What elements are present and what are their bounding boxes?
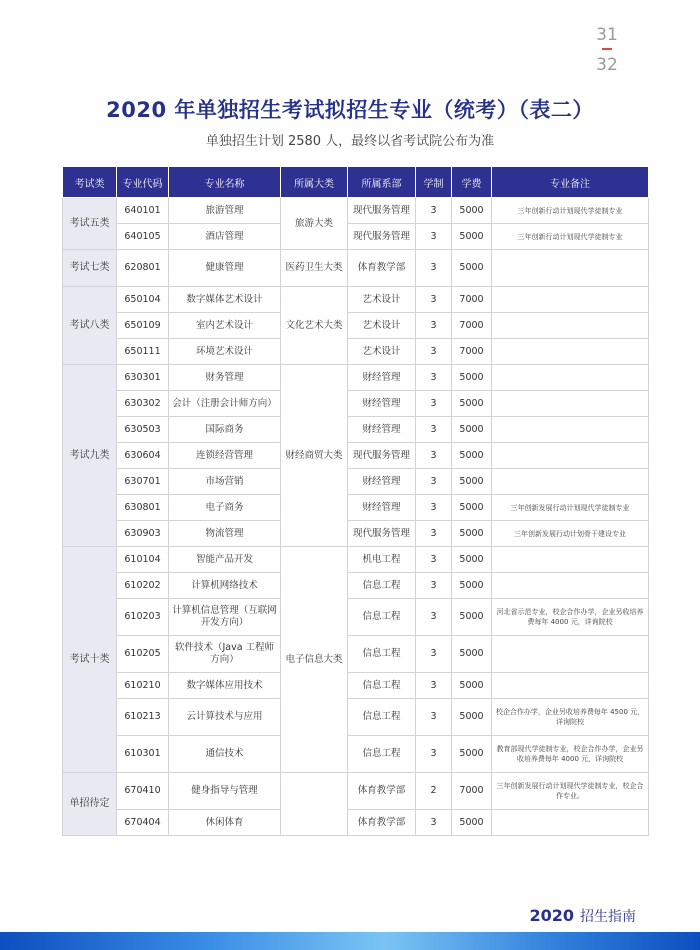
department: 体育教学部 (348, 810, 416, 836)
note (492, 339, 649, 365)
table-row (63, 198, 649, 224)
table-row (63, 365, 649, 391)
department: 艺术设计 (348, 287, 416, 313)
category-cell: 电子信息大类 (281, 547, 348, 773)
table-row (63, 521, 649, 547)
category-cell (281, 773, 348, 836)
note (492, 443, 649, 469)
fee: 5000 (452, 699, 492, 736)
years: 3 (416, 224, 452, 250)
exam-type-cell: 考试九类 (63, 365, 117, 547)
years: 3 (416, 365, 452, 391)
table-row (63, 313, 649, 339)
table-row (63, 391, 649, 417)
department: 信息工程 (348, 699, 416, 736)
major-code: 610210 (117, 673, 169, 699)
fee: 7000 (452, 339, 492, 365)
years: 3 (416, 417, 452, 443)
page-title: 2020 年单独招生考试拟招生专业（统考）（表二） (106, 98, 594, 122)
major-name: 云计算技术与应用 (169, 699, 281, 736)
header-exam-type: 考试类 (63, 167, 117, 198)
department: 财经管理 (348, 391, 416, 417)
major-name: 旅游管理 (169, 198, 281, 224)
department: 信息工程 (348, 573, 416, 599)
major-code: 640105 (117, 224, 169, 250)
department: 现代服务管理 (348, 198, 416, 224)
department: 体育教学部 (348, 250, 416, 287)
major-code: 630604 (117, 443, 169, 469)
years: 3 (416, 673, 452, 699)
years: 3 (416, 547, 452, 573)
major-name: 健身指导与管理 (169, 773, 281, 810)
table-row (63, 673, 649, 699)
department: 艺术设计 (348, 313, 416, 339)
years: 3 (416, 636, 452, 673)
years: 3 (416, 339, 452, 365)
note: 河北省示范专业，校企合作办学，企业另收培养费每年 4000 元，详询院校 (492, 599, 649, 636)
department: 现代服务管理 (348, 224, 416, 250)
note (492, 391, 649, 417)
page-number-top: 31 (596, 25, 618, 45)
category-cell: 旅游大类 (281, 198, 348, 250)
major-name: 会计（注册会计师方向） (169, 391, 281, 417)
major-code: 650104 (117, 287, 169, 313)
department: 现代服务管理 (348, 443, 416, 469)
header-department: 所属系部 (348, 167, 416, 198)
table-row (63, 636, 649, 673)
table-header-row (63, 167, 649, 198)
major-name: 通信技术 (169, 736, 281, 773)
fee: 5000 (452, 810, 492, 836)
years: 3 (416, 495, 452, 521)
fee: 5000 (452, 198, 492, 224)
years: 3 (416, 250, 452, 287)
major-name: 酒店管理 (169, 224, 281, 250)
note (492, 313, 649, 339)
major-code: 610213 (117, 699, 169, 736)
major-code: 610202 (117, 573, 169, 599)
department: 信息工程 (348, 736, 416, 773)
table-row (63, 495, 649, 521)
department: 现代服务管理 (348, 521, 416, 547)
major-name: 休闲体育 (169, 810, 281, 836)
major-name: 健康管理 (169, 250, 281, 287)
fee: 5000 (452, 417, 492, 443)
table-row (63, 339, 649, 365)
note: 三年创新发展行动计划现代学徒制专业 (492, 495, 649, 521)
note (492, 250, 649, 287)
note: 三年创新行动计划现代学徒制专业 (492, 198, 649, 224)
major-name: 连锁经营管理 (169, 443, 281, 469)
department: 信息工程 (348, 673, 416, 699)
bottom-wave-decoration (0, 932, 700, 950)
years: 3 (416, 599, 452, 636)
exam-type-cell: 考试十类 (63, 547, 117, 773)
page-number (592, 26, 622, 74)
table-row (63, 287, 649, 313)
header-fee: 学费 (452, 167, 492, 198)
table-row (63, 736, 649, 773)
fee: 5000 (452, 636, 492, 673)
fee: 5000 (452, 736, 492, 773)
department: 财经管理 (348, 417, 416, 443)
note (492, 547, 649, 573)
footer-label: 招生指南 (580, 909, 636, 925)
years: 3 (416, 391, 452, 417)
table-row (63, 547, 649, 573)
years: 3 (416, 521, 452, 547)
note: 教育部现代学徒制专业，校企合作办学，企业另收培养费每年 4000 元，详询院校 (492, 736, 649, 773)
major-code: 670404 (117, 810, 169, 836)
table-row (63, 810, 649, 836)
years: 3 (416, 469, 452, 495)
years: 3 (416, 287, 452, 313)
note (492, 365, 649, 391)
major-name: 计算机网络技术 (169, 573, 281, 599)
note: 校企合作办学，企业另收培养费每年 4500 元，详询院校 (492, 699, 649, 736)
footer-brand (529, 906, 636, 926)
note (492, 673, 649, 699)
table-row (63, 417, 649, 443)
major-code: 630301 (117, 365, 169, 391)
fee: 5000 (452, 573, 492, 599)
fee: 5000 (452, 673, 492, 699)
note (492, 469, 649, 495)
table-row (63, 699, 649, 736)
years: 2 (416, 773, 452, 810)
table-row (63, 773, 649, 810)
major-name: 电子商务 (169, 495, 281, 521)
department: 信息工程 (348, 599, 416, 636)
years: 3 (416, 443, 452, 469)
category-cell: 文化艺术大类 (281, 287, 348, 365)
major-name: 国际商务 (169, 417, 281, 443)
major-name: 智能产品开发 (169, 547, 281, 573)
fee: 5000 (452, 443, 492, 469)
exam-type-cell: 考试七类 (63, 250, 117, 287)
fee: 7000 (452, 773, 492, 810)
table-row (63, 599, 649, 636)
fee: 7000 (452, 287, 492, 313)
major-code: 610301 (117, 736, 169, 773)
department: 机电工程 (348, 547, 416, 573)
note: 三年创新发展行动计划现代学徒制专业，校企合作专业。 (492, 773, 649, 810)
fee: 5000 (452, 391, 492, 417)
fee: 5000 (452, 224, 492, 250)
major-name: 计算机信息管理（互联网开发方向） (169, 599, 281, 636)
header-notes: 专业备注 (492, 167, 649, 198)
years: 3 (416, 198, 452, 224)
department: 体育教学部 (348, 773, 416, 810)
note (492, 810, 649, 836)
note (492, 417, 649, 443)
major-name: 软件技术（Java 工程师方向） (169, 636, 281, 673)
major-code: 620801 (117, 250, 169, 287)
years: 3 (416, 573, 452, 599)
major-name: 市场营销 (169, 469, 281, 495)
fee: 5000 (452, 521, 492, 547)
fee: 5000 (452, 495, 492, 521)
fee: 5000 (452, 365, 492, 391)
table-row (63, 224, 649, 250)
fee: 5000 (452, 469, 492, 495)
table-row (63, 573, 649, 599)
department: 艺术设计 (348, 339, 416, 365)
major-name: 室内艺术设计 (169, 313, 281, 339)
fee: 5000 (452, 250, 492, 287)
major-code: 630801 (117, 495, 169, 521)
department: 财经管理 (348, 365, 416, 391)
major-name: 数字媒体应用技术 (169, 673, 281, 699)
major-name: 财务管理 (169, 365, 281, 391)
header-major-name: 专业名称 (169, 167, 281, 198)
exam-type-cell: 考试五类 (63, 198, 117, 250)
fee: 5000 (452, 599, 492, 636)
major-name: 环境艺术设计 (169, 339, 281, 365)
major-code: 630302 (117, 391, 169, 417)
fee: 7000 (452, 313, 492, 339)
major-code: 650109 (117, 313, 169, 339)
years: 3 (416, 313, 452, 339)
category-cell: 财经商贸大类 (281, 365, 348, 547)
table-row (63, 469, 649, 495)
note (492, 287, 649, 313)
page-number-divider (602, 48, 612, 50)
header-category: 所属大类 (281, 167, 348, 198)
header-years: 学制 (416, 167, 452, 198)
page-number-bottom: 32 (596, 55, 618, 75)
major-code: 630903 (117, 521, 169, 547)
department: 财经管理 (348, 495, 416, 521)
major-name: 数字媒体艺术设计 (169, 287, 281, 313)
major-code: 650111 (117, 339, 169, 365)
years: 3 (416, 699, 452, 736)
major-code: 610104 (117, 547, 169, 573)
exam-type-cell: 考试八类 (63, 287, 117, 365)
major-code: 670410 (117, 773, 169, 810)
major-code: 610203 (117, 599, 169, 636)
major-code: 630701 (117, 469, 169, 495)
majors-table (62, 166, 649, 836)
fee: 5000 (452, 547, 492, 573)
exam-type-cell: 单招待定 (63, 773, 117, 836)
category-cell: 医药卫生大类 (281, 250, 348, 287)
major-code: 630503 (117, 417, 169, 443)
table-row (63, 250, 649, 287)
note: 三年创新发展行动计划骨干建设专业 (492, 521, 649, 547)
department: 财经管理 (348, 469, 416, 495)
header-major-code: 专业代码 (117, 167, 169, 198)
department: 信息工程 (348, 636, 416, 673)
years: 3 (416, 810, 452, 836)
table-row (63, 443, 649, 469)
footer-year: 2020 (529, 906, 574, 925)
major-name: 物流管理 (169, 521, 281, 547)
page-subtitle: 单独招生计划 2580 人，最终以省考试院公布为准 (205, 134, 495, 149)
note (492, 573, 649, 599)
years: 3 (416, 736, 452, 773)
note (492, 636, 649, 673)
major-code: 610205 (117, 636, 169, 673)
note: 三年创新行动计划现代学徒制专业 (492, 224, 649, 250)
major-code: 640101 (117, 198, 169, 224)
